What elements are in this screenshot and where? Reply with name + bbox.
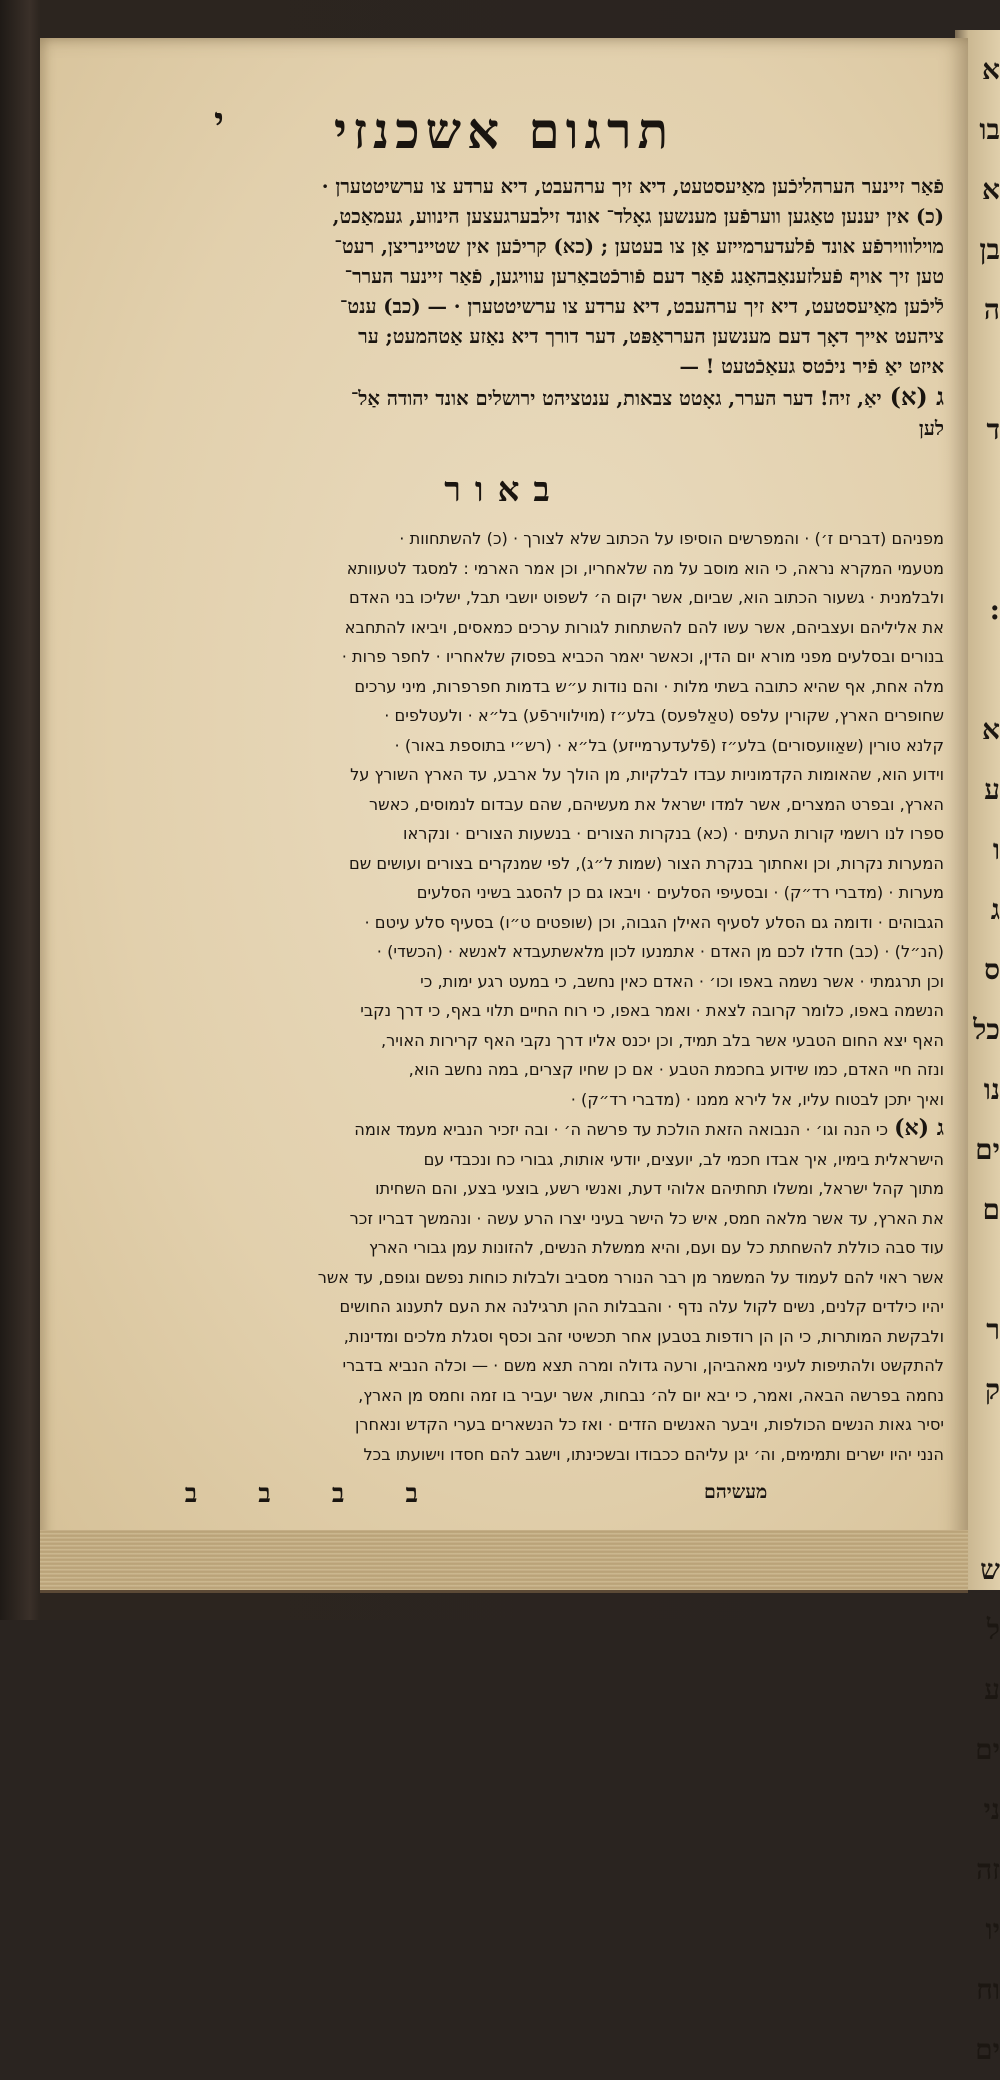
verse-line	[64, 322, 944, 352]
commentary-line	[64, 524, 944, 554]
commentary-line	[64, 1174, 944, 1204]
neighbor-page-fragment: ס	[984, 953, 1000, 986]
commentary-line	[64, 996, 944, 1026]
commentary-text: מלה אחת, אף שהיא כתובה בשתי מלות · והם נודות ע״ש בדמות חפרפרות, מיני ערכים	[354, 676, 944, 696]
neighbor-page-fragment: כל	[973, 1013, 1000, 1046]
running-header	[64, 90, 944, 172]
commentary-text: מפניהם (דברים ז׳) · והמפרשים הוסיפו על הכתוב שלא לצורך · (כ) להשתחוות ·	[399, 529, 944, 548]
commentary-text: המערות נקרות, וכן ואחתוך בנקרת הצור (שמות ל״ג), לפי שמנקרים בצורים ועושים שם	[348, 853, 944, 873]
commentary-line	[64, 1085, 944, 1115]
commentary-line	[64, 1233, 944, 1263]
commentary-text: ספרו לנו רושמי קורות העתים · (כא) בנקרות הצורים · בנשעות הצורים · ונקראו	[403, 824, 944, 843]
neighbor-page-fragment: זה	[976, 1853, 1000, 1886]
commentary-line	[64, 1114, 944, 1145]
commentary-text: ולבלמנית · גשעור הכתוב הוא, שביום, אשר יקום ה׳ לשפוט יושבי תבל, ישליכו בני האדם	[349, 588, 944, 607]
commentary-text: את הארץ, עד אשר מלאה חמס, איש כל הישר בעיני יצרו הרע עשה · ונהמשך דבריו זכר	[349, 1208, 944, 1228]
neighbor-page-fragment: ם	[982, 1193, 1000, 1226]
neighbor-page-fragment: ים	[975, 2033, 1000, 2066]
commentary-text: בנורים ובסלעים מפני מורא יום הדין, וכאשר יאמר הכביא בפסוק שלאחריו · לחפר פרות ·	[341, 647, 944, 666]
commentary-line	[64, 731, 944, 761]
commentary-text: מטעמי המקרא נראה, כי הוא מוסב על מה שלאחריו, וכן אמר הארמי : למסגד לטעוותא	[346, 558, 944, 578]
commentary-line	[64, 1026, 944, 1056]
commentary-line	[64, 908, 944, 938]
commentary-line	[64, 1145, 944, 1175]
verse-text: לֿיכֿען מאַיעסטעט, דיא זיך ערהעבט, דיא ערדע צו ערשיטטערן · — (כב) ענט־	[339, 295, 944, 318]
commentary-text: הארץ, ובפרט המצרים, אשר למדו ישראל את מעשיהם, שהם עבדום לנמוסים, כאשר	[369, 794, 944, 814]
commentary-text: יהיו כילדים קלנים, נשים לקול עלה נדף · והבבלות ההן תרגילנה את העם לתענוג החושים	[339, 1297, 944, 1316]
commentary-line	[64, 1351, 944, 1381]
commentary-text: נחמה בפרשה הבאה, ואמר, כי יבא יום לה׳ נבחות, אשר יעביר בו זמה וחמס מן הארץ,	[358, 1385, 944, 1405]
commentary-text: יסיר גאות הנשים הכולפות, ויבער האנשים הזדים · ואז כל הנשארים בערי הקדש ונאחרן	[354, 1415, 944, 1434]
commentary-text: וידוע הוא, שהאומות הקדמוניות עבדו לבלקיות, מן הולך על ארבע, עד הארץ השורץ על	[350, 765, 944, 784]
neighbor-page-fragment: א	[982, 713, 1000, 746]
neighbor-page-fragment: וח	[976, 1973, 1000, 2006]
verse-text: (כ) אין יענען טאַגען ווערפֿען מענשען גאָלד־ אונד זילבערגעצען הינווע, געמאַכט,	[332, 205, 944, 228]
neighbor-page-fragment: א	[982, 53, 1000, 86]
commentary-line	[64, 701, 944, 731]
page-number: י	[214, 98, 224, 143]
neighbor-page-fragment: ים	[975, 1133, 1000, 1166]
verse-line	[64, 172, 944, 202]
commentary-block-2	[64, 1114, 944, 1469]
commentary-text: ולבקשת המותרות, כי הן הן רודפות בטבען אחר תכשיטי זהב וכסף וסגלת מלכים ומדינות,	[343, 1326, 944, 1346]
commentary-text: כי הנה וגו׳ · הנבואה הזאת הולכת עד פרשה ה׳ · ובה יזכיר הנביא מעמד אומה	[354, 1120, 889, 1139]
commentary-line	[64, 878, 944, 908]
verse-text: פֿאַר זיינער הערהליכֿען מאַיעסטעט, דיא זיך ערהעבט, דיא ערדע צו ערשיטטערן ·	[321, 175, 944, 198]
commentary-line	[64, 672, 944, 702]
section-title: באור	[444, 470, 564, 510]
verse-line	[64, 232, 944, 262]
commentary-block-1	[64, 524, 944, 1114]
commentary-line	[64, 937, 944, 967]
running-title: תרגום אשכנזי	[333, 101, 675, 160]
catchword: מעשיהם	[704, 1481, 768, 1503]
neighbor-page-fragment: ג	[990, 893, 1000, 926]
commentary-line	[64, 1292, 944, 1322]
neighbor-page-fragment: ה	[983, 293, 1000, 326]
commentary-line	[64, 849, 944, 879]
neighbor-page-fragment: :	[989, 593, 1000, 626]
commentary-line	[64, 642, 944, 672]
neighbor-page-fragment: בן	[979, 233, 1000, 266]
neighbor-page-fragment: בו	[979, 113, 1000, 146]
commentary-text: וכן תרגמתי · אשר נשמה באפו וכו׳ · האדם כאין נחשב, כי במעט רגע ימות, כי	[420, 971, 944, 991]
translation-block-1	[64, 172, 944, 382]
commentary-line	[64, 1322, 944, 1352]
verse-marker: ג (א)	[889, 382, 944, 411]
neighbor-page-fragment: ל	[986, 1613, 1000, 1646]
commentary-text: עוד סבה כוללת להשחתת כל עם ועם, והיא ממשלת הנשים, להזונות עמן גבורי הארץ	[369, 1238, 944, 1257]
neighbor-page-fragment: ע	[984, 773, 1000, 806]
commentary-text: את אליליהם ועצביהם, אשר עשו להם להשתחות לגורות ערכים כמאסים, ויביאו להתחבא	[344, 617, 944, 637]
commentary-line	[64, 1440, 944, 1470]
neighbor-page-fragment: ר	[986, 1313, 1000, 1346]
commentary-text: ואיך יתכן לבטוח עליו, אל לירא ממנו · (מדברי רד״ק) ·	[570, 1089, 944, 1109]
page-edge-bottom	[40, 1530, 968, 1593]
commentary-text: ונזה חיי האדם, כמו שידוע בחכמת הטבע · אם כן שחיו קצרים, במה נחשב הוא,	[408, 1060, 944, 1079]
verse-line	[64, 292, 944, 322]
verse-text: לען	[918, 417, 944, 440]
neighbor-page-fragment: ש	[980, 1553, 1000, 1586]
commentary-line	[64, 583, 944, 613]
verse-text: טען זיך אויף פֿעלזענאַבהאַנג פֿאַר דעם פֿורכֿטבאַרען עוויגען, פֿאַר זיינער הערר־	[344, 265, 944, 288]
commentary-marker: ג (א)	[894, 1115, 944, 1141]
verse-line	[64, 262, 944, 292]
commentary-text: הנשמה באפו, כלומר קרובה לצאת · ואמר באפו, כי רוח החיים תלוי באף, כי דרך נקבי	[360, 1001, 944, 1020]
commentary-text: מערות · (מדברי רד״ק) · ובסעיפי הסלעים · ויבאו גם כן להסגב בשיני הסלעים	[416, 883, 944, 902]
verse-text: ציהעט אייך דאָך דעם מענשען הערראַפּט, דער דורך דיא נאַזע אַטהמעט; ער	[358, 325, 944, 348]
translation-block-2	[64, 382, 944, 444]
commentary-text: הישראלית בימיו, איך אבדו חכמי לב, יועצים, יודעי אותות, גבורי כח ונכבדי עם	[423, 1149, 944, 1169]
commentary-text: הנני יהיו ישרים ותמימים, וה׳ יגן עליהם ככבודו ובשכינתו, וישגב להם חסדו וישועתו בכל	[363, 1444, 944, 1464]
commentary-line	[64, 967, 944, 997]
page-footer	[64, 1475, 944, 1515]
verse-line	[64, 414, 944, 444]
commentary-line	[64, 1410, 944, 1440]
commentary-line	[64, 1263, 944, 1293]
commentary-text: אשר ראוי להם לעמוד על המשמר מן רבר הנורר מסביב ולבלות כוחות נפשם וגופם, עד אשר	[317, 1267, 944, 1287]
neighbor-page-fragment: ני	[983, 1793, 1000, 1826]
commentary-text: שחופרים הארץ, שקורין עלפס (טאַלפּעס) בלע״ז (מוילווירפֿע) בל״א · ולעטלפים ·	[384, 706, 944, 725]
neighbor-page-fragment: נו	[983, 1073, 1000, 1106]
commentary-line	[64, 790, 944, 820]
commentary-line	[64, 1204, 944, 1234]
neighbor-page-fragment: ו	[992, 833, 1000, 866]
verse-line	[64, 382, 944, 414]
commentary-text: האף יצא החום הטבעי אשר בלב תמיד, וכן יכנס אליו דרך נקבי האף קרירות האויר,	[381, 1030, 944, 1050]
neighbor-page-fragment: ד	[986, 413, 1000, 446]
commentary-line	[64, 819, 944, 849]
verse-line	[64, 352, 944, 382]
verse-text: יאַ, זיה! דער הערר, גאָטט צבאות, ענטציהט ירושלים אונד יהודה אַל־	[350, 387, 882, 410]
commentary-text: (הנ״ל) · (כב) חדלו לכם מן האדם · אתמנעו לכון מלאשתעבדא לאנשא · (הכשדי) ·	[376, 942, 944, 961]
neighbor-page-fragment: ק	[985, 1373, 1000, 1406]
verse-line	[64, 202, 944, 232]
commentary-line	[64, 1055, 944, 1085]
commentary-text: מתוך קהל ישראל, ומשלו תחתיהם אלוהי דעת, ואנשי רשע, בוצעי בצע, והם השחיתו	[375, 1179, 944, 1198]
commentary-line	[64, 554, 944, 584]
verse-text: איזט יאַ פֿיר ניכֿטס געאַכֿטעט ! —	[679, 355, 944, 378]
neighbor-page-fragment: ים	[975, 1733, 1000, 1766]
commentary-text: הגבוהים · ודומה גם הסלע לסעיף האילן הגבוה, וכן (שופטים ט״ו) בסעיף סלע עיטם ·	[364, 912, 944, 932]
page-content	[64, 90, 944, 1515]
commentary-line	[64, 760, 944, 790]
commentary-text: להתקשט ולהתיפות לעיני מאהביהן, ורעה גדולה ומרה תצא משם · — וכלה הנביא בדברי	[342, 1356, 944, 1375]
commentary-text: קלנא טורין (שאַוועסורים) בלע״ז (פֿלעדערמייזע) בל״א · (רש״י בתוספת באור) ·	[394, 735, 944, 755]
commentary-line	[64, 1381, 944, 1411]
neighbor-page-fragment: יו	[985, 1913, 1000, 1946]
neighbor-page-fragment: ע	[984, 1673, 1000, 1706]
signature-mark: ב ב ב ב	[184, 1479, 444, 1509]
verse-text: מוילוווירפֿע אונד פֿלעדערמייזע אַן צו בעטען ; (כא) קריכֿען אין שטיינריצן, רעט־	[334, 235, 944, 258]
commentary-line	[64, 613, 944, 643]
neighbor-page-fragment: א	[982, 173, 1000, 206]
